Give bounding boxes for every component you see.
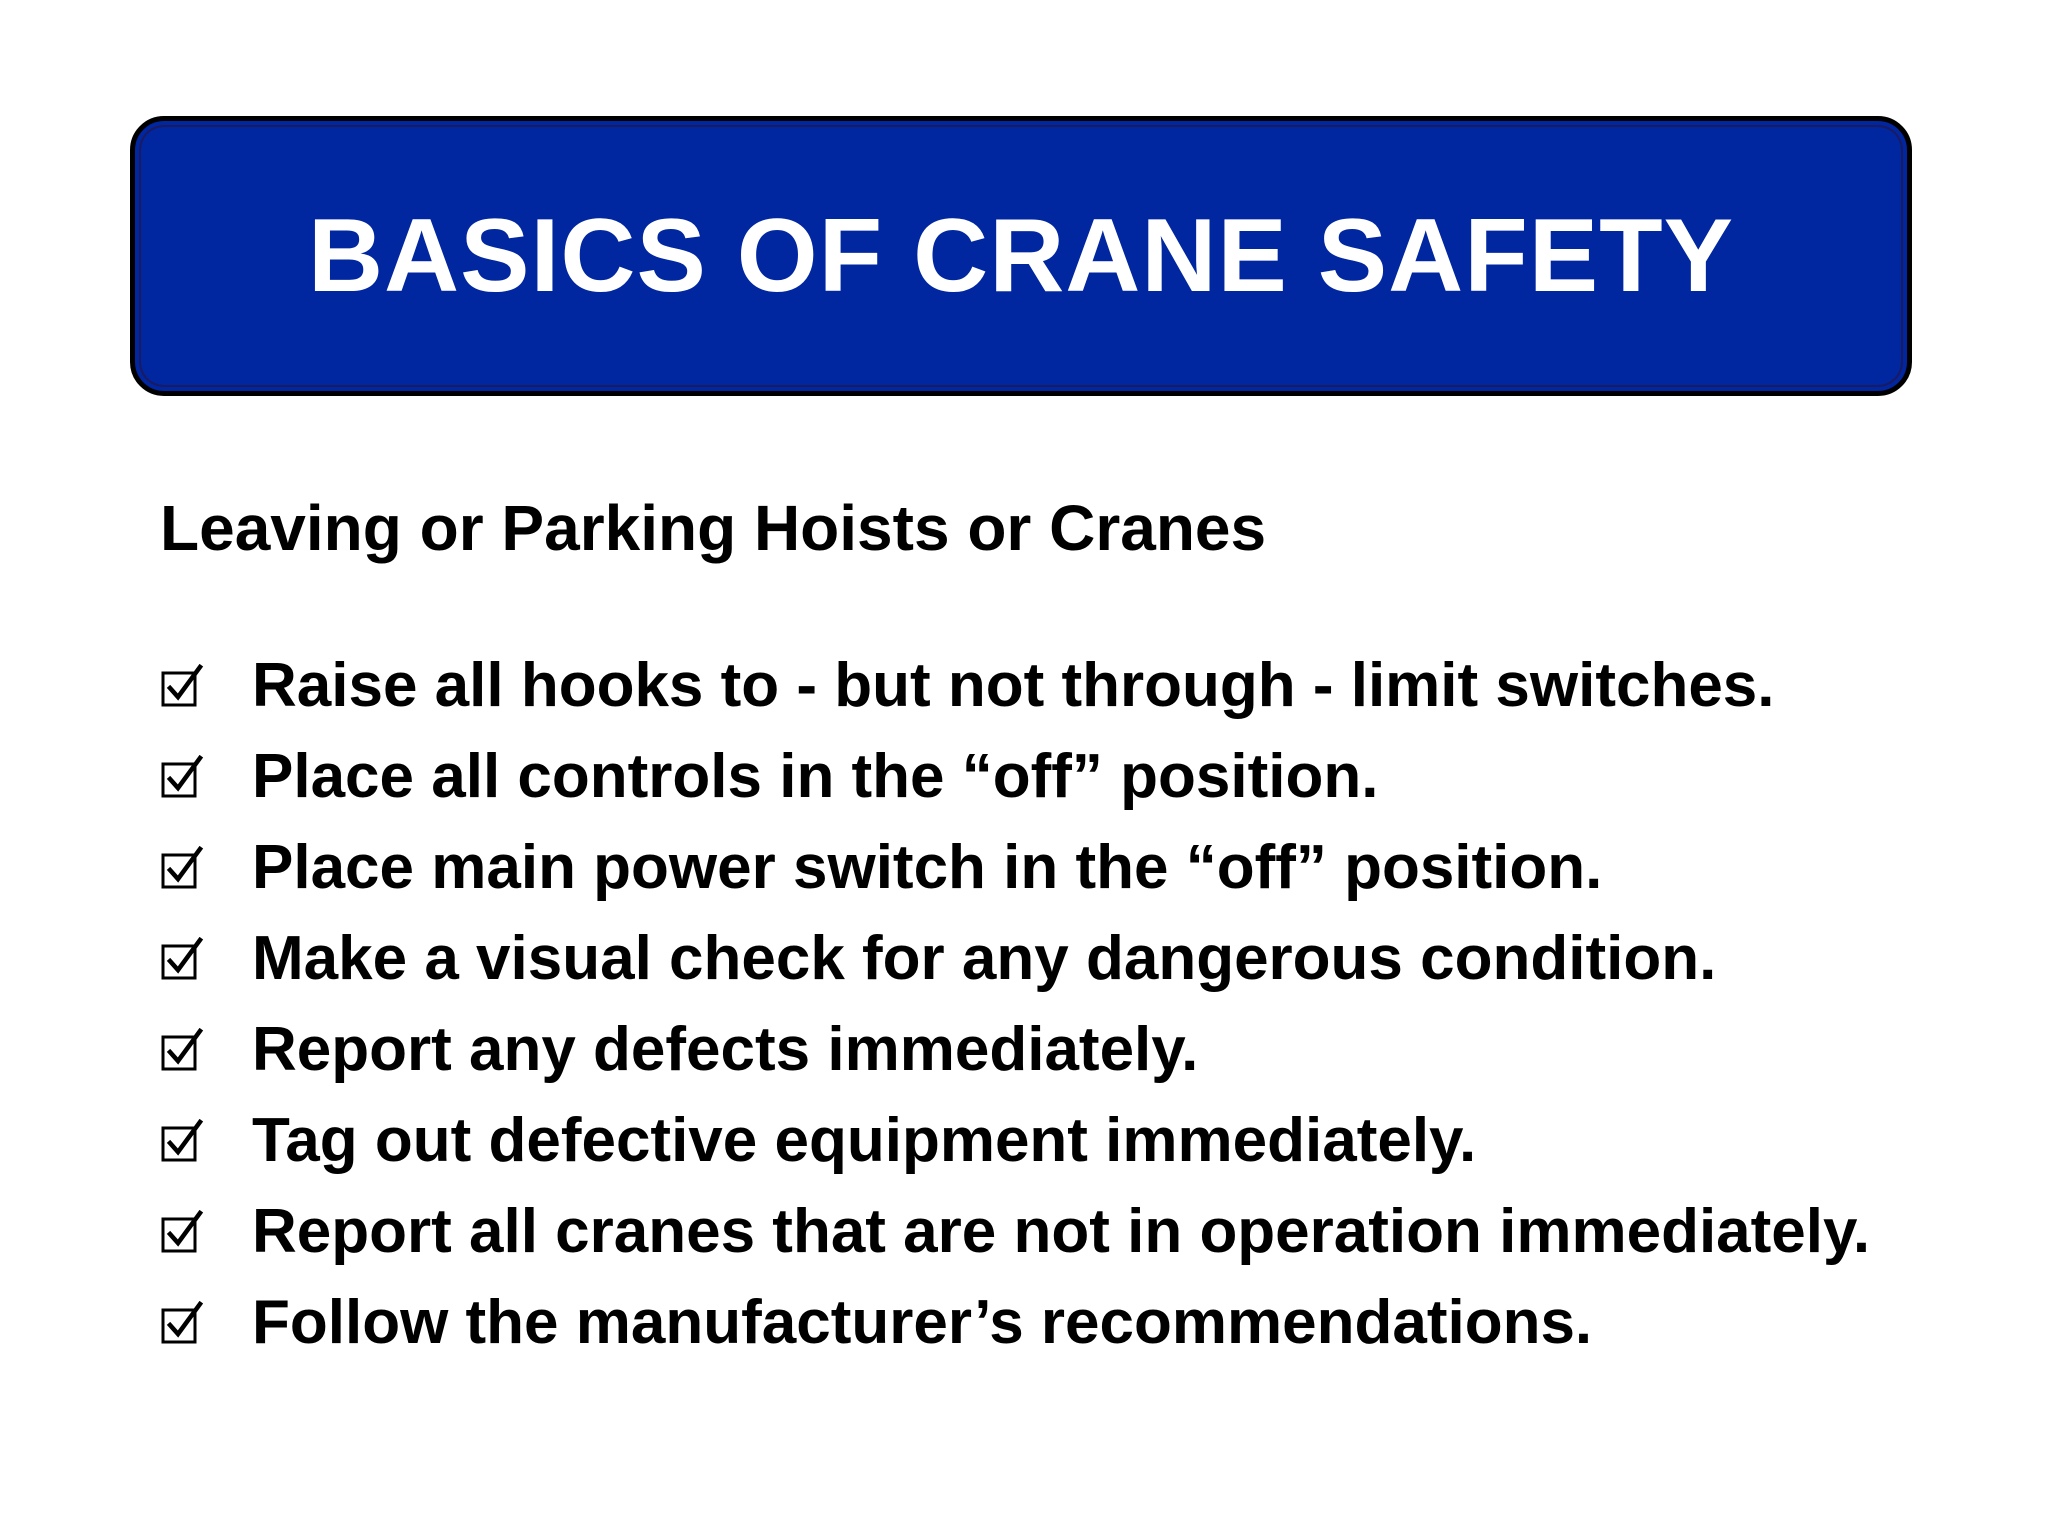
checklist-item-label: Report all cranes that are not in operation immediately.	[252, 1197, 1871, 1266]
checklist-item-label: Make a visual check for any dangerous condition.	[252, 924, 1717, 993]
checked-box-icon	[160, 1119, 204, 1163]
title-banner	[130, 116, 1912, 396]
checklist-item	[160, 640, 1870, 731]
checked-box-icon	[160, 1028, 204, 1072]
checklist-item-label: Raise all hooks to - but not through - limit switches.	[252, 651, 1775, 720]
checked-box-icon	[160, 1301, 204, 1345]
checked-box-icon	[160, 1210, 204, 1254]
section-subheading: Leaving or Parking Hoists or Cranes	[160, 492, 1267, 564]
checklist-item-label: Follow the manufacturer’s recommendations.	[252, 1288, 1593, 1357]
checked-box-icon	[160, 755, 204, 799]
checklist-item	[160, 822, 1870, 913]
checklist-item	[160, 731, 1870, 822]
checklist-item	[160, 1277, 1870, 1368]
checklist-item	[160, 1004, 1870, 1095]
checklist-item	[160, 913, 1870, 1004]
checklist-item	[160, 1095, 1870, 1186]
checklist-item-label: Place main power switch in the “off” position.	[252, 833, 1603, 902]
checked-box-icon	[160, 664, 204, 708]
checked-box-icon	[160, 846, 204, 890]
checklist-item-label: Tag out defective equipment immediately.	[252, 1106, 1477, 1175]
checklist-item	[160, 1186, 1870, 1277]
checked-box-icon	[160, 937, 204, 981]
slide-title: BASICS OF CRANE SAFETY	[307, 197, 1735, 314]
checklist-item-label: Place all controls in the “off” position.	[252, 742, 1379, 811]
safety-checklist	[160, 640, 1870, 1368]
checklist-item-label: Report any defects immediately.	[252, 1015, 1199, 1084]
